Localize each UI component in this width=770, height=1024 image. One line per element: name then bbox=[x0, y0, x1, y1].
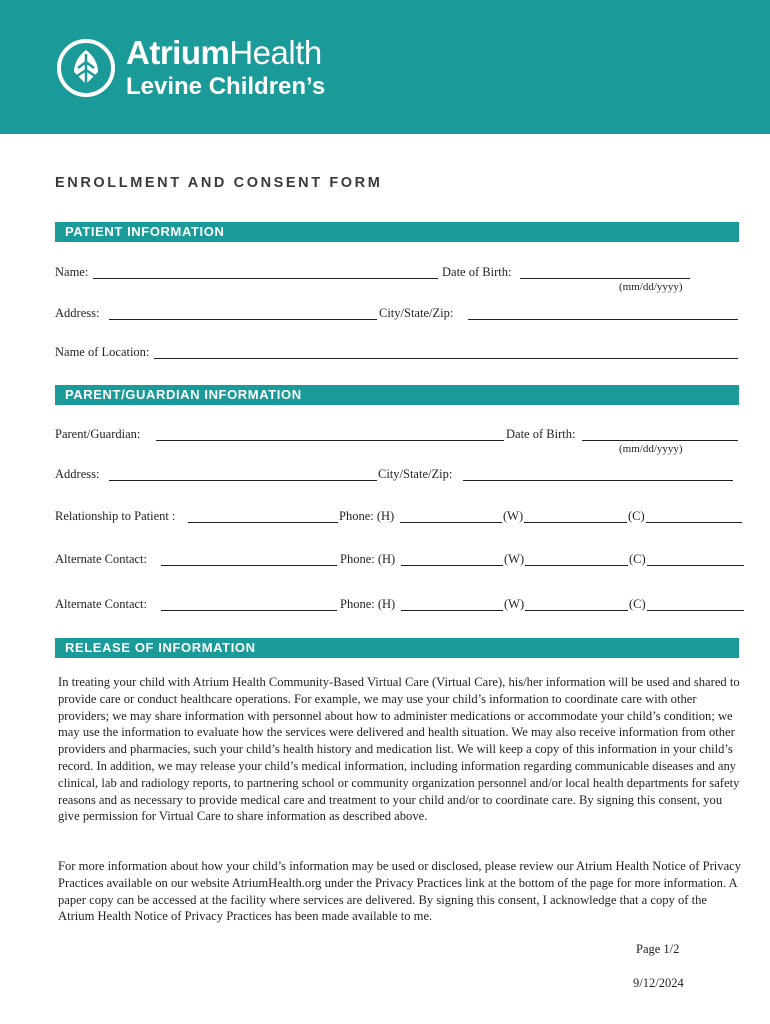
alt2-phone-h-field[interactable] bbox=[401, 610, 503, 611]
release-paragraph-2: For more information about how your child’s information may be used or disclosed, please review our Atrium Health Notice of Privacy Practices available on our website AtriumHealth.org under the Privacy Practices link at the bottom of the page for more information. A paper copy can be accessed at the facility where services are delivered. By signing this consent, I acknowledge that a copy of the Atrium Health Notice of Privacy Practices has been made available to me. bbox=[58, 859, 742, 924]
guardian-dob-label: Date of Birth: bbox=[506, 427, 576, 441]
alt1-phone-h-field[interactable] bbox=[401, 565, 503, 566]
guardian-dob-hint: (mm/dd/yyyy) bbox=[619, 443, 683, 455]
alt1-phone-c-label: (C) bbox=[629, 552, 646, 566]
alt1-phone-w-field[interactable] bbox=[525, 565, 628, 566]
city-label: City/State/Zip: bbox=[379, 306, 454, 320]
guardian-address-field[interactable] bbox=[109, 480, 377, 481]
location-label: Name of Location: bbox=[55, 345, 150, 359]
phone-h-field[interactable] bbox=[400, 522, 502, 523]
alt-contact-2-field[interactable] bbox=[161, 610, 337, 611]
alt1-phone-w-label: (W) bbox=[504, 552, 525, 566]
alt2-phone-c-field[interactable] bbox=[647, 610, 744, 611]
dob-field[interactable] bbox=[520, 278, 690, 279]
phone-w-label: (W) bbox=[503, 509, 524, 523]
guardian-address-label: Address: bbox=[55, 467, 100, 481]
alt-contact-1-field[interactable] bbox=[161, 565, 337, 566]
name-label: Name: bbox=[55, 265, 89, 279]
alt-contact-1-label: Alternate Contact: bbox=[55, 552, 147, 566]
phone-c-label: (C) bbox=[628, 509, 645, 523]
brand-subname: Levine Children’s bbox=[126, 73, 326, 100]
section-guardian-heading: PARENT/GUARDIAN INFORMATION bbox=[55, 385, 739, 405]
release-paragraph-1: In treating your child with Atrium Health Community-Based Virtual Care (Virtual Care), his/her information will be used and shared to provide care or conduct healthcare operations. For example, we may use your child’s information to coordinate care with other providers; we may share information with personnel about how to administer medications or accommodate your child’s condition; we may use the information to evaluate how the services were delivered and health situation. We may also receive information from other providers and pharmacies, such your child’s health history and medication list. We will keep a copy of this information in your child’s record. In addition, we may release your child’s medical information, including information regarding communicable diseases and any clinical, lab and radiology reports, to partnering school or community organization personnel and/or local health departments for safety reasons and as necessary to provide medical care and treatment to your child and/or to coordinate care. By signing this consent, you give permission for Virtual Care to share information as described above. bbox=[58, 675, 740, 824]
atrium-leaf-logo-icon bbox=[56, 38, 116, 98]
dob-label: Date of Birth: bbox=[442, 265, 512, 279]
form-date: 9/12/2024 bbox=[633, 976, 684, 990]
guardian-city-field[interactable] bbox=[463, 480, 733, 481]
alt2-phone-w-label: (W) bbox=[504, 597, 525, 611]
form-title: ENROLLMENT AND CONSENT FORM bbox=[55, 175, 383, 191]
alt2-phone-c-label: (C) bbox=[629, 597, 646, 611]
header-banner bbox=[0, 0, 770, 134]
alt2-phone-w-field[interactable] bbox=[525, 610, 628, 611]
phone-h-label: Phone: (H) bbox=[339, 509, 395, 523]
guardian-field[interactable] bbox=[156, 440, 504, 441]
relationship-label: Relationship to Patient : bbox=[55, 509, 176, 523]
alt1-phone-h-label: Phone: (H) bbox=[340, 552, 396, 566]
alt1-phone-c-field[interactable] bbox=[647, 565, 744, 566]
guardian-label: Parent/Guardian: bbox=[55, 427, 141, 441]
phone-w-field[interactable] bbox=[524, 522, 627, 523]
city-field[interactable] bbox=[468, 319, 738, 320]
section-patient-heading: PATIENT INFORMATION bbox=[55, 222, 739, 242]
alt-contact-2-label: Alternate Contact: bbox=[55, 597, 147, 611]
page-number: Page 1/2 bbox=[636, 942, 680, 956]
address-field[interactable] bbox=[109, 319, 377, 320]
section-release-heading: RELEASE OF INFORMATION bbox=[55, 638, 739, 658]
guardian-dob-field[interactable] bbox=[582, 440, 738, 441]
phone-c-field[interactable] bbox=[646, 522, 742, 523]
address-label: Address: bbox=[55, 306, 100, 320]
relationship-field[interactable] bbox=[188, 522, 338, 523]
dob-hint: (mm/dd/yyyy) bbox=[619, 281, 683, 293]
alt2-phone-h-label: Phone: (H) bbox=[340, 597, 396, 611]
brand-name: AtriumHealth bbox=[126, 34, 322, 71]
name-field[interactable] bbox=[93, 278, 438, 279]
location-field[interactable] bbox=[154, 358, 738, 359]
guardian-city-label: City/State/Zip: bbox=[378, 467, 453, 481]
